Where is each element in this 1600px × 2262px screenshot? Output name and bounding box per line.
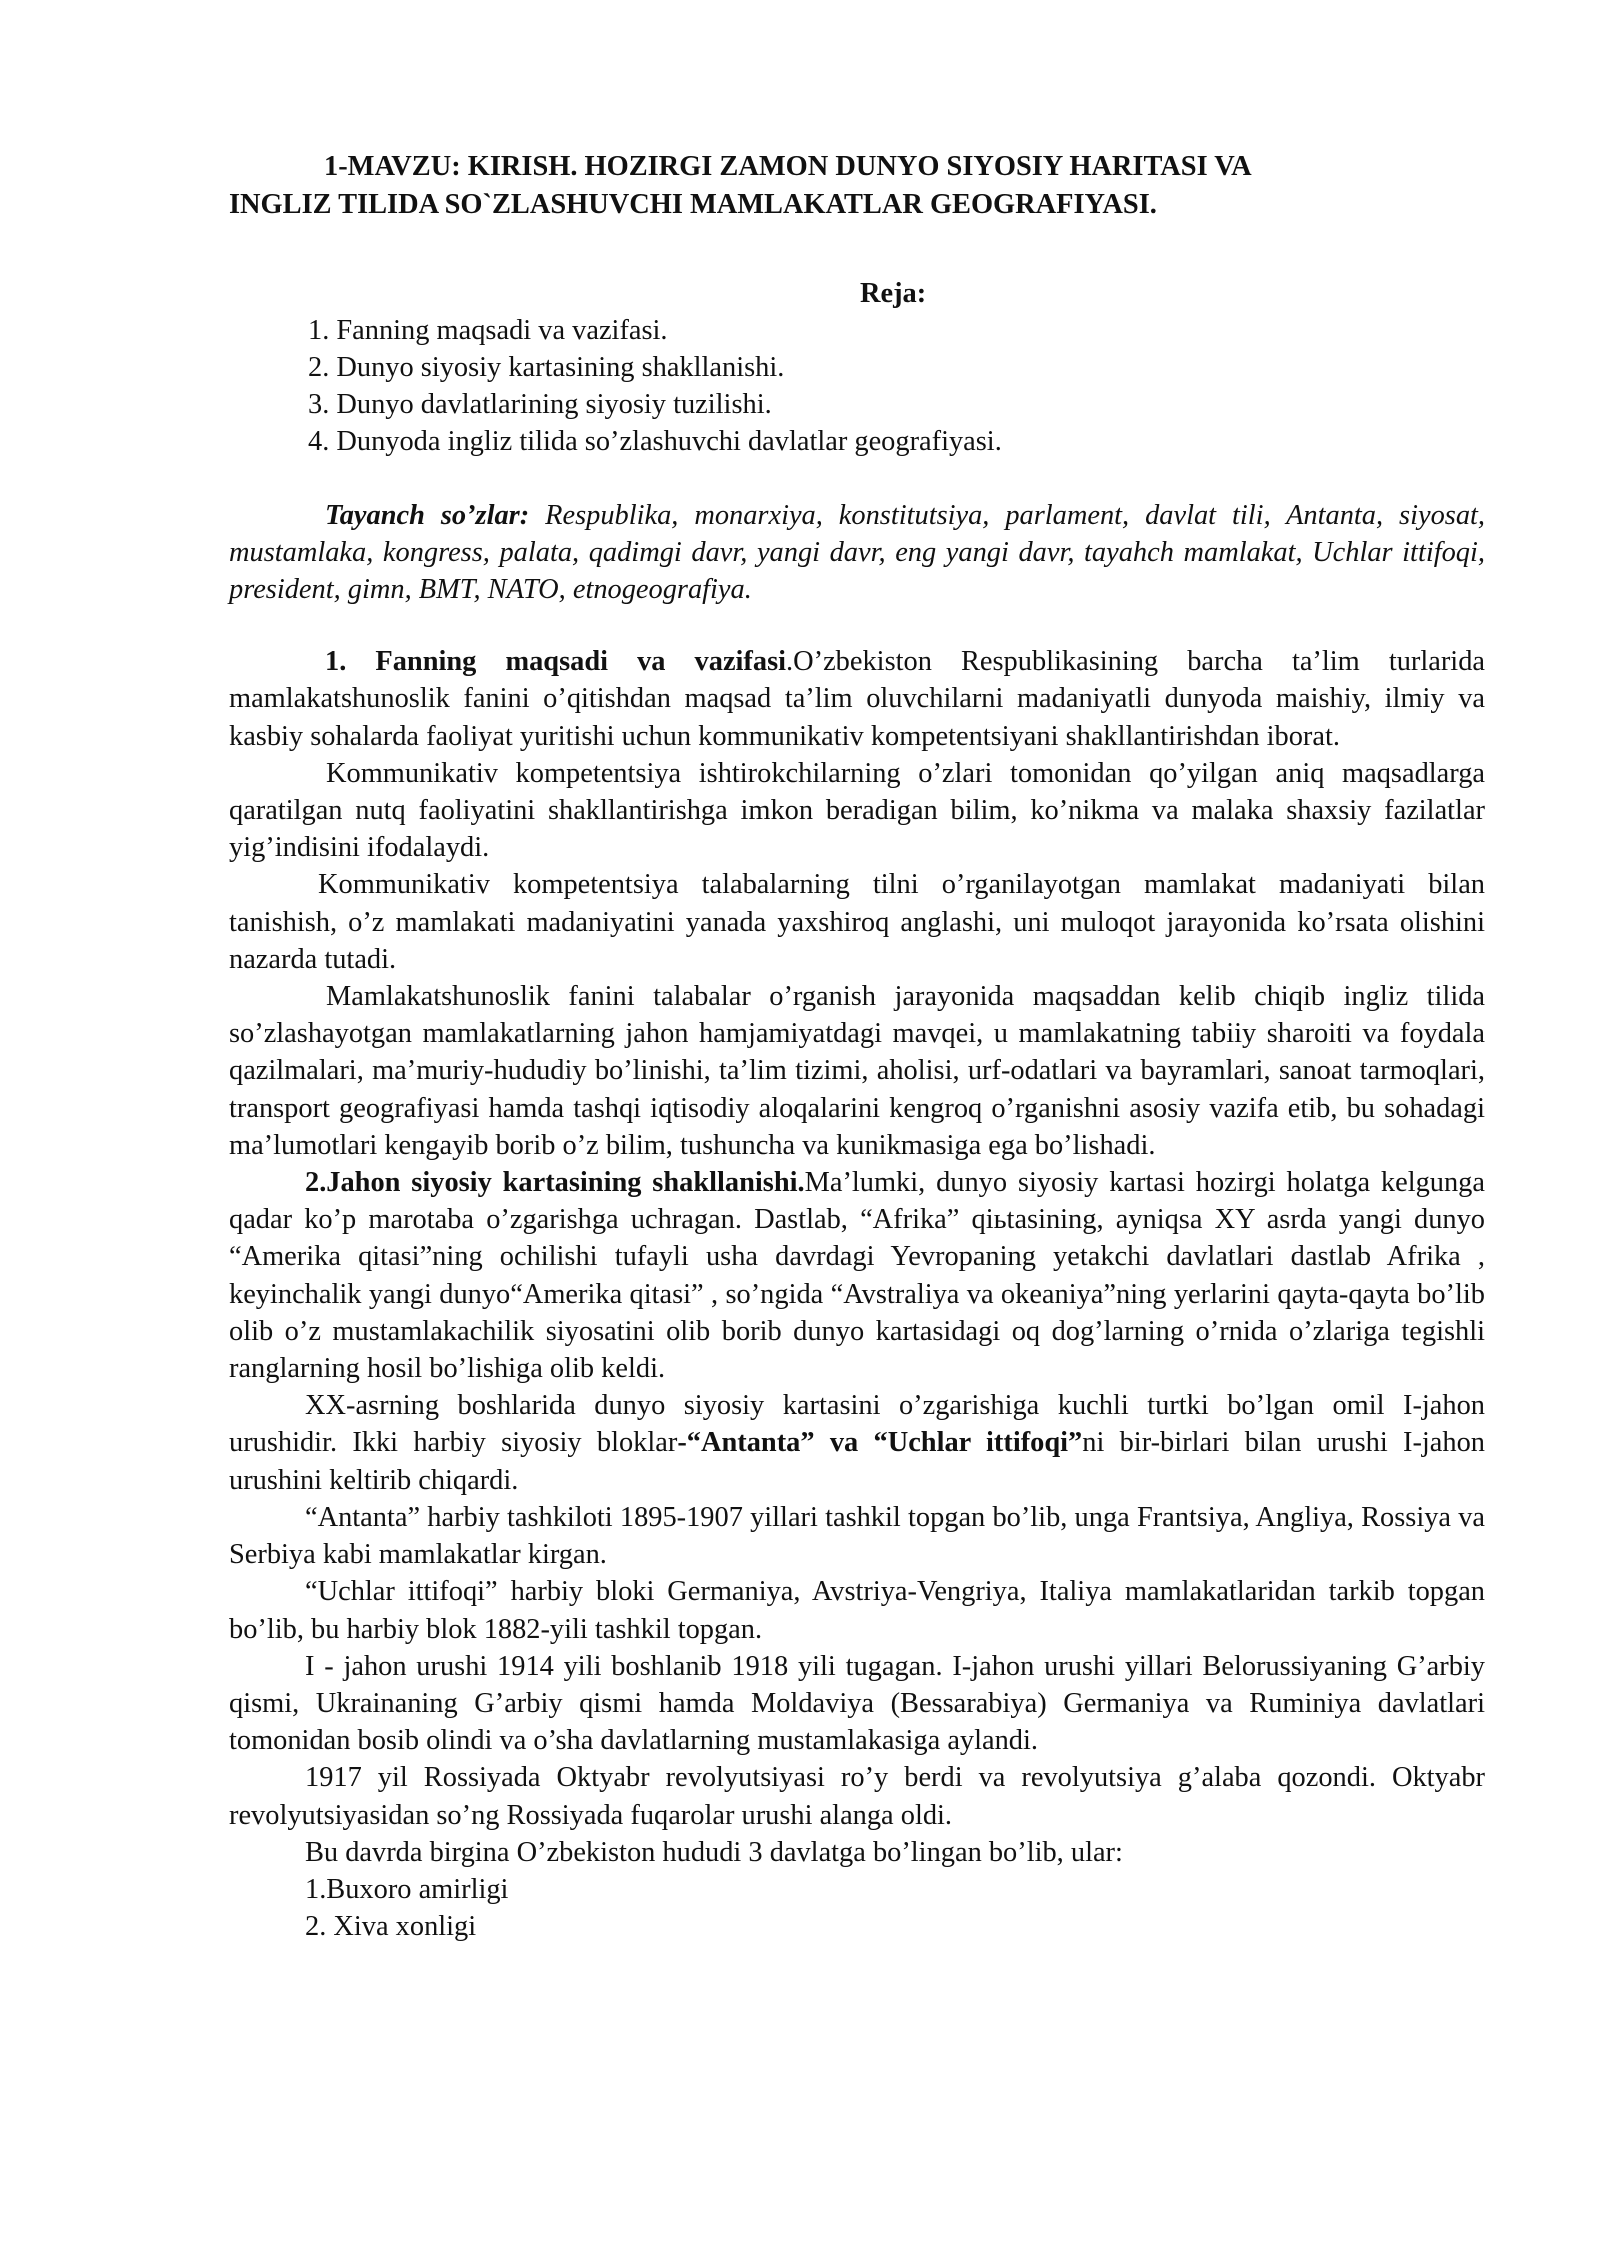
section2-heading: 2.Jahon siyosiy kartasining shakllanishi. [305,1167,805,1199]
section2-paragraph-7: Bu davrda birgina O’zbekiston hududi 3 davlatga bo’lingan bo’lib, ular: [305,1836,1123,1868]
keywords-label: Tayanch so’zlar: [325,499,530,531]
section1-paragraph-4: Mamlakatshunoslik fanini talabalar o’rganish jarayonida maqsaddan kelib chiqib ingliz tilida so’zlashayotgan mamlakatlarning jahon hamjamiyatdagi mavqei, u mamlakatning tabiiy sharoiti va foydala qazilmalari, ma’muriy-hududiy bo’linishi, ta’lim tizimi, aholisi, urf-odatlari va bayramlari, sanoat tarmoqlari, transport geografiyasi hamda tashqi iqtisodiy aloqalarini kengroq o’rganishni asosiy vazifa etib, bu sohadagi ma’lumotlari kengayib borib o’z bilim, tushuncha va kunikmasiga ega bo’lishadi. [229,981,1485,1161]
section1-paragraph-3: Kommunikativ kompetentsiya talabalarning tilni o’rganilayotgan mamlakat madaniyati bilan tanishish, o’z mamlakati madaniyatini yanada yaxshiroq anglashi, uni muloqot jarayonida ko’rsata olishini nazarda tutadi. [229,869,1485,975]
keywords-text: Respublika, monarxiya, konstitutsiya, parlament, davlat tili, Antanta, siyosat, mustamlaka, kongress, palata, qadimgi davr, yangi davr, eng yangi davr, tayahch mamlakat, Uchlar ittifoqi, president, gimn, BMT, NATO, etnogeografiya. [229,499,1485,606]
list-item: 2. Xiva xonligi [305,1911,477,1943]
section2-paragraph-5: I - jahon urushi 1914 yili boshlanib 1918 yili tugagan. I-jahon urushi yillari Belorussiyaning G’arbiy qismi, Ukrainaning G’arbiy qismi hamda Moldaviya (Bessarabiya) Germaniya va Ruminiya davlatlari tomonidan bosib olindi va o’sha davlatlarning mustamlakasiga aylandi. [229,1650,1485,1757]
list-item: 1.Buxoro amirligi [305,1873,509,1905]
section1-heading: 1. Fanning maqsadi va vazifasi [325,646,787,678]
section1-paragraph-2: Kommunikativ kompetentsiya ishtirokchilarning o’zlari tomonidan qo’yilgan aniq maqsadlarga qaratilgan nutq faoliyatini shakllantirishga imkon beradigan bilim, ko’nikma va malaka shaxsiy fazilatlar yig’indisini ifodalaydi. [229,757,1485,864]
section2-text-2b: ni bir-birlari bilan urushi I-jahon urushini keltirib chiqardi. [229,1427,1485,1496]
plan-list [229,312,1485,461]
plan-item: 4. Dunyoda ingliz tilida so’zlashuvchi davlatlar geografiyasi. [308,426,1002,458]
section2-paragraph-2 [229,1387,1485,1499]
section2-text-2a: XX-asrning boshlarida dunyo siyosiy kartasini o’zgarishiga kuchli turtki bo’lgan omil I-jahon urushidir. Ikki harbiy siyosiy bloklar [229,1390,1485,1459]
title-line-2: INGLIZ TILIDA SO`ZLASHUVCHI MAMLAKATLAR GEOGRAFIYASI. [229,188,1157,220]
title-line-1: 1-MAVZU: KIRISH. HOZIRGI ZAMON DUNYO SIYOSIY HARITASI VA [324,151,1252,182]
section2-paragraph-6: 1917 yil Rossiyada Oktyabr revolyutsiyasi ro’y berdi va revolyutsiya g’alaba qozondi. Oktyabr revolyutsiyasidan so’ng Rossiyada fuqarolar urushi alanga oldi. [229,1762,1485,1831]
section2-paragraph-1 [229,1164,1485,1387]
keywords-paragraph [229,497,1485,609]
plan-item: 3. Dunyo davlatlarining siyosiy tuzilishi. [308,389,772,421]
document-title [229,148,1485,224]
section2-bold-blocs: -“Antanta” va “Uchlar ittifoqi” [677,1427,1083,1459]
plan-heading: Reja: [860,277,927,309]
section1-text-1: .O’zbekiston Respublikasining barcha ta’lim turlarida mamlakatshunoslik fanini o’qitishdan maqsad ta’lim oluvchilarni madaniyatli dunyoda maishiy, ilmiy va kasbiy sohalarda faoliyat yuritishi uchun kommunikativ kompetentsiyani shakllantirishdan iborat. [229,646,1485,752]
section2-paragraph-3: “Antanta” harbiy tashkiloti 1895-1907 yillari tashkil topgan bo’lib, unga Frantsiya, Angliya, Rossiya va Serbiya kabi mamlakatlar kirgan. [229,1501,1485,1571]
document-page [229,148,1485,2208]
plan-item: 1. Fanning maqsadi va vazifasi. [308,314,668,346]
section1-paragraph-1 [229,643,1485,755]
section2-text-1: Ma’lumki, dunyo siyosiy kartasi hozirgi holatga kelgunga qadar ko’p marotaba o’zgarishga uchragan. Dastlab, “Afrika” qiьtasining, ayniqsa XY asrda yangi dunyo “Amerika qitasi”ning ochilishi tufayli usha davrdagi Yevropaning yetakchi davlatlari dastlab Afrika , keyinchalik yangi dunyo“Amerika qitasi” , so’ngida “Avstraliya va okeaniya”ning yerlarini qayta-qayta bo’lib olib o’z mustamlakachilik siyosatini olib borib dunyo kartasidagi oq dog’larning o’rnida o’zlariga tegishli ranglarning hosil bo’lishiga olib keldi. [229,1167,1485,1385]
section2-paragraph-4: “Uchlar ittifoqi” harbiy bloki Germaniya, Avstriya-Vengriya, Italiya mamlakatlaridan tarkib topgan bo’lib, bu harbiy blok 1882-yili tashkil topgan. [229,1576,1485,1645]
plan-item: 2. Dunyo siyosiy kartasining shakllanishi. [308,352,785,383]
